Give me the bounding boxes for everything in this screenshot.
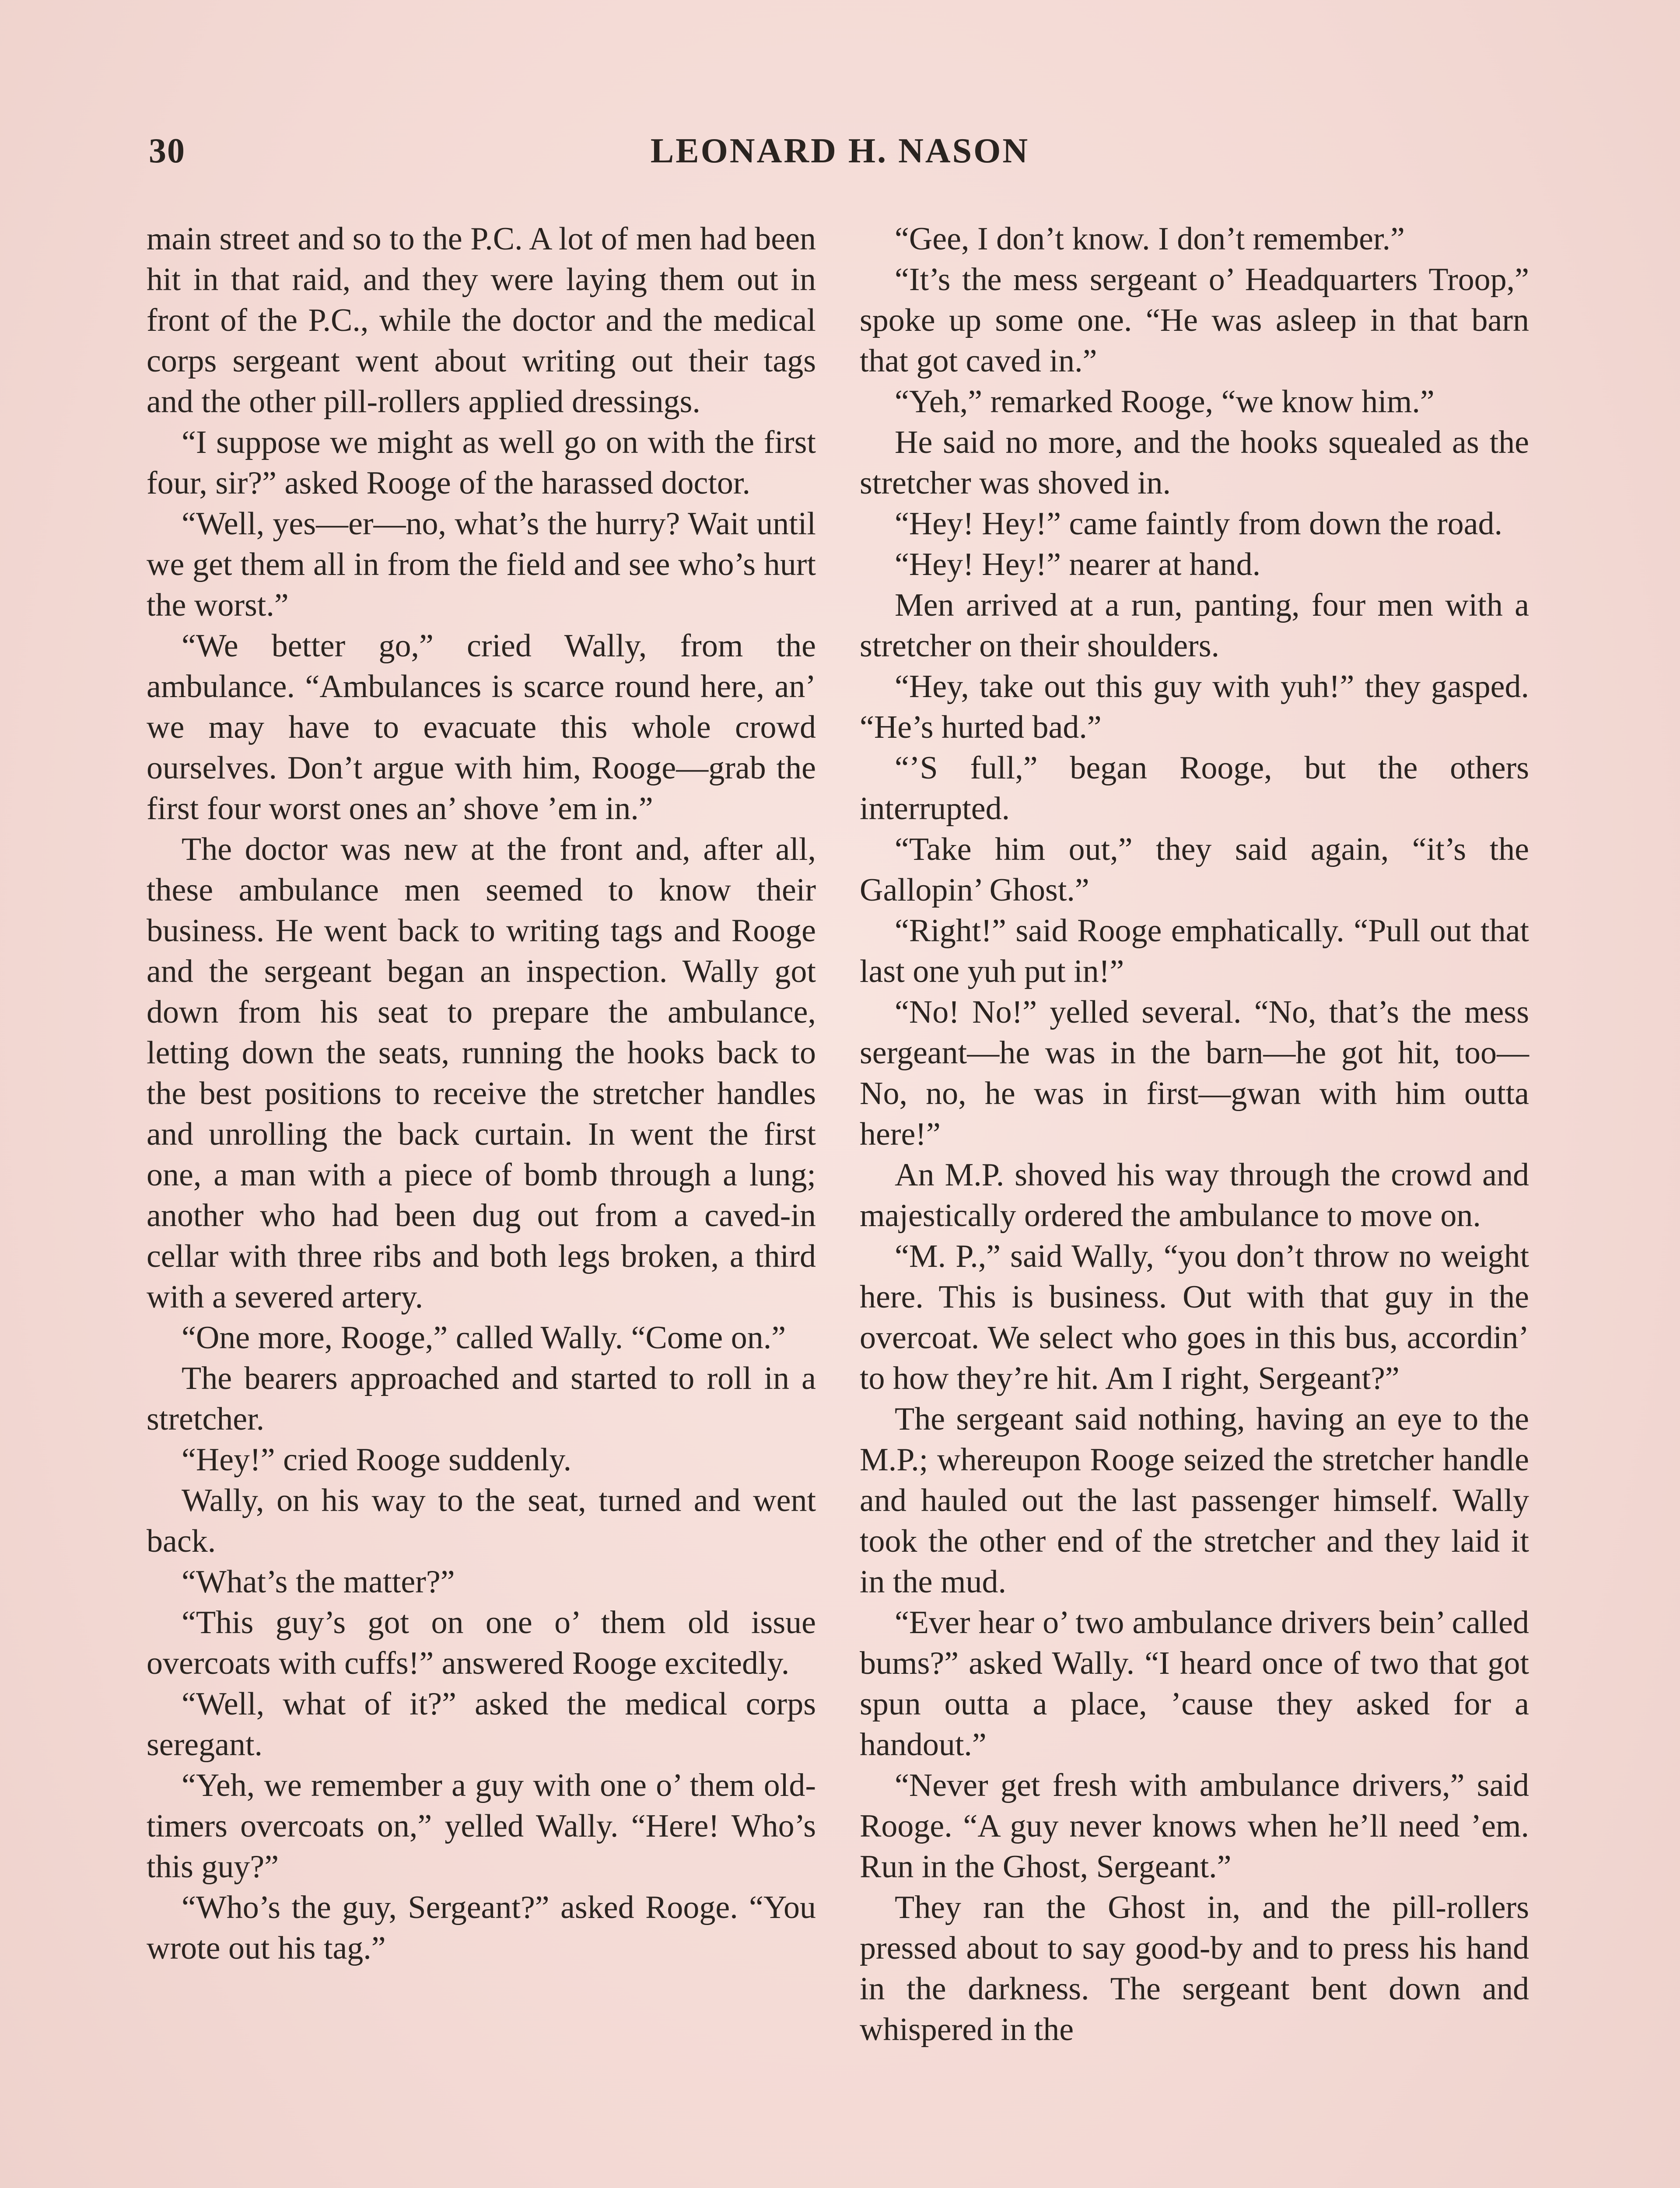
paragraph: “Take him out,” they said again, “it’s the Gallopin’ Ghost.”	[860, 831, 1529, 908]
paragraph: “Hey! Hey!” nearer at hand.	[895, 547, 1261, 582]
paragraph: “Yeh, we remember a guy with one o’ them old-timers overcoats on,” yelled Wally. “Here! Who’s this guy?”	[147, 1767, 816, 1885]
right-column	[860, 219, 1529, 2050]
paragraph: “Ever hear o’ two ambulance drivers bein’ called bums?” asked Wally. “I heard once of two that got spun outta a place, ’cause they asked for a handout.”	[860, 1605, 1529, 1763]
paragraph: The sergeant said nothing, having an eye to the M.P.; whereupon Rooge seized the stretcher handle and hauled out the last passenger himself. Wally took the other end of the stretcher and they laid it in the mud.	[860, 1401, 1529, 1600]
paragraph: “Well, what of it?” asked the medical corps seregant.	[147, 1686, 816, 1763]
paragraph: He said no more, and the hooks squealed as the stretcher was shoved in.	[860, 424, 1529, 501]
paragraph: main street and so to the P.C. A lot of men had been hit in that raid, and they were laying them out in front of the P.C., while the doctor and the medical corps sergeant went about writing out their tags and the other pill-rollers applied dressings.	[147, 221, 816, 420]
paragraph: “Yeh,” remarked Rooge, “we know him.”	[895, 384, 1435, 420]
paragraph: Men arrived at a run, panting, four men with a stretcher on their shoulders.	[860, 587, 1529, 664]
page-number: 30	[149, 132, 186, 170]
paragraph: “One more, Rooge,” called Wally. “Come on.”	[182, 1320, 786, 1356]
paragraph: “We better go,” cried Wally, from the ambulance. “Ambulances is scarce round here, an’ we may have to evacuate this whole crowd ourselves. Don’t argue with him, Rooge—grab the first four worst ones an’ shove ’em in.”	[147, 628, 816, 827]
paragraph: They ran the Ghost in, and the pill-rollers pressed about to say good-by and to press his hand in the darkness. The sergeant bent down and whispered in the	[860, 1890, 1529, 2048]
paragraph: The doctor was new at the front and, after all, these ambulance men seemed to know their business. He went back to writing tags and Rooge and the sergeant began an inspection. Wally got down from his seat to prepare the ambulance, letting down the seats, running the hooks back to the best positions to receive the stretcher handles and unrolling the back curtain. In went the first one, a man with a piece of bomb through a lung; another who had been dug out from a caved-in cellar with three ribs and both legs broken, a third with a severed artery.	[147, 831, 816, 1315]
paragraph: “This guy’s got on one o’ them old issue overcoats with cuffs!” answered Rooge excitedly.	[147, 1605, 816, 1681]
paragraph: “Hey, take out this guy with yuh!” they gasped. “He’s hurted bad.”	[860, 669, 1529, 745]
paragraph: Wally, on his way to the seat, turned and went back.	[147, 1483, 816, 1559]
paragraph: “M. P.,” said Wally, “you don’t throw no weight here. This is business. Out with that guy in the overcoat. We select who goes in this bus, accordin’ to how they’re hit. Am I right, Sergeant?”	[860, 1238, 1529, 1396]
paragraph: “Hey! Hey!” came faintly from down the road.	[895, 506, 1502, 542]
paragraph: “Well, yes—er—no, what’s the hurry? Wait until we get them all in from the field and see who’s hurt the worst.”	[147, 506, 816, 623]
paragraph: “Right!” said Rooge emphatically. “Pull out that last one yuh put in!”	[860, 913, 1529, 989]
paragraph: “Hey!” cried Rooge suddenly.	[182, 1442, 572, 1478]
paragraph: “Never get fresh with ambulance drivers,” said Rooge. “A guy never knows when he’ll need ’em. Run in the Ghost, Sergeant.”	[860, 1767, 1529, 1885]
paragraph: “No! No!” yelled several. “No, that’s the mess sergeant—he was in the barn—he got hit, too— No, no, he was in first—gwan with him outta here!”	[860, 994, 1529, 1152]
page-header	[149, 131, 1531, 179]
paragraph: The bearers approached and started to roll in a stretcher.	[147, 1360, 816, 1437]
paragraph: “What’s the matter?”	[182, 1564, 455, 1600]
paragraph: An M.P. shoved his way through the crowd and majestically ordered the ambulance to move on.	[860, 1157, 1529, 1234]
left-column	[147, 219, 816, 1969]
paragraph: “Who’s the guy, Sergeant?” asked Rooge. “You wrote out his tag.”	[147, 1890, 816, 1966]
paragraph: “’S full,” began Rooge, but the others interrupted.	[860, 750, 1529, 827]
paragraph: “I suppose we might as well go on with the first four, sir?” asked Rooge of the harassed doctor.	[147, 424, 816, 501]
paragraph: “Gee, I don’t know. I don’t remember.”	[895, 221, 1405, 257]
running-head: LEONARD H. NASON	[650, 132, 1030, 170]
paragraph: “It’s the mess sergeant o’ Headquarters Troop,” spoke up some one. “He was asleep in that barn that got caved in.”	[860, 262, 1529, 379]
